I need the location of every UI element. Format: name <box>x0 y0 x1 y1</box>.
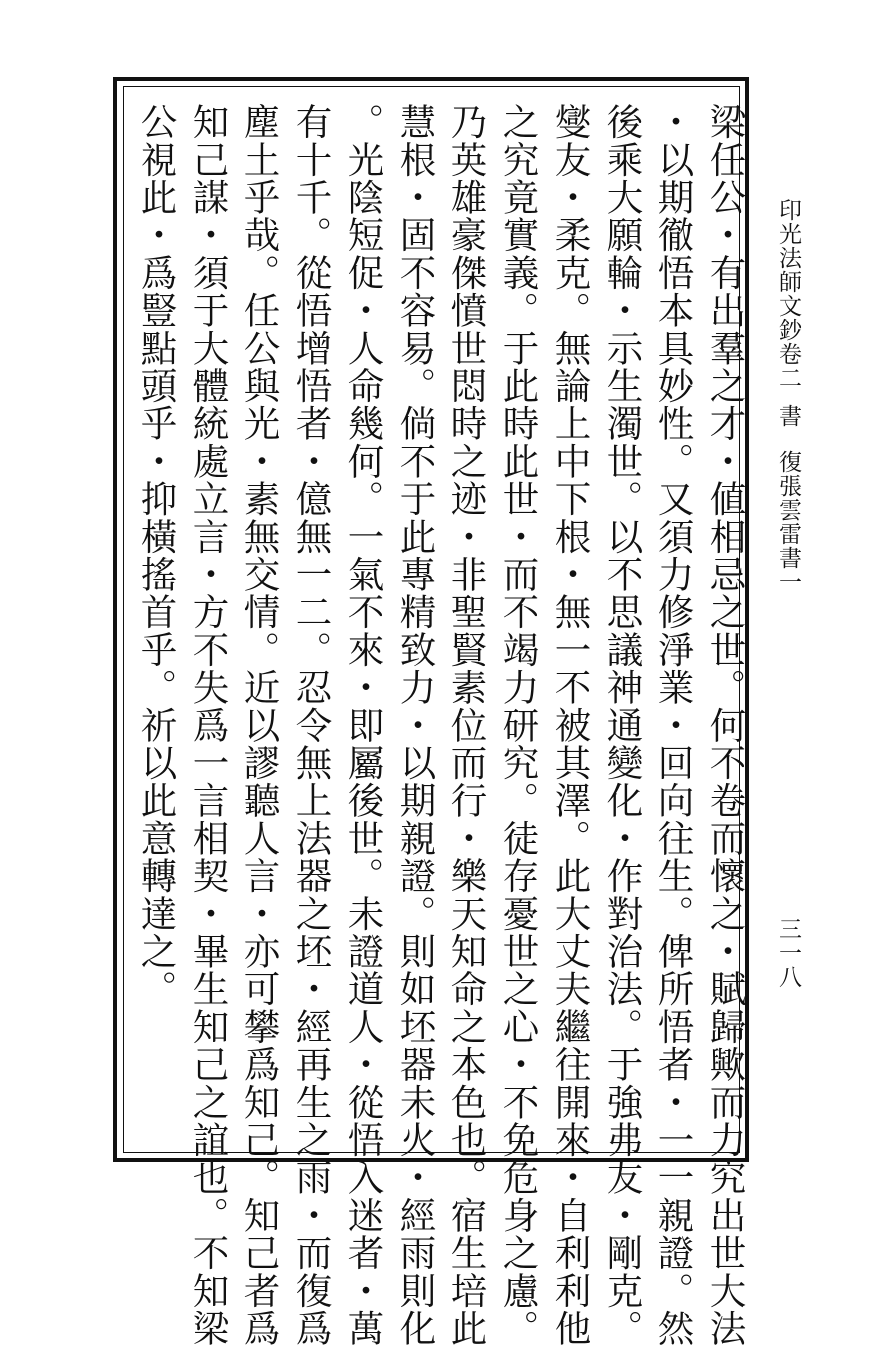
text-column-9: 有十千。從悟增悟者・億無一二。忍令無上法器之坯・經再生之雨・而復爲 <box>290 103 333 1347</box>
text-column-8: 。光陰短促・人命幾何。一氣不來・即屬後世。未證道人・從悟入迷者・萬 <box>342 103 385 1347</box>
header-book-title: 印光法師文鈔卷二 <box>775 198 801 390</box>
running-header <box>773 198 803 594</box>
header-letter-title: 復張雲雷書一 <box>775 450 801 594</box>
text-column-4: 燮友・柔克。無論上中下根・無一不被其澤。此大丈夫繼往開來・自利利他 <box>549 103 592 1347</box>
text-column-6: 乃英雄豪傑憤世悶時之迹・非聖賢素位而行・樂天知命之本色也。宿生培此 <box>445 103 488 1347</box>
text-column-10: 塵土乎哉。任公與光・素無交情。近以謬聽人言・亦可攀爲知己。知己者爲 <box>238 103 281 1347</box>
text-column-5: 之究竟實義。于此時此世・而不竭力研究。徒存憂世之心・不免危身之慮。 <box>497 103 540 1347</box>
text-column-12: 公視此・爲豎點頭乎・抑橫搖首乎。祈以此意轉達之。 <box>135 103 178 1008</box>
text-column-1: 梁任公・有出羣之才・値相忌之世。何不卷而懷之・賦歸歟而力究出世大法 <box>704 103 747 1347</box>
text-column-3: 後乘大願輪・示生濁世。以不思議神通變化・作對治法。于強弗友・剛克。 <box>601 103 644 1347</box>
page-number: 三一八 <box>775 917 801 989</box>
text-column-7: 慧根・固不容易。倘不于此專精致力・以期親證。則如坯器未火・經雨則化 <box>394 103 437 1347</box>
header-section: 書 <box>775 404 801 428</box>
text-column-2: ・以期徹悟本具妙性。又須力修淨業・回向往生。俾所悟者・一一親證。然 <box>652 103 695 1347</box>
text-column-11: 知己謀・須于大體統處立言・方不失爲一言相契・畢生知己之誼也。不知梁 <box>187 103 230 1347</box>
